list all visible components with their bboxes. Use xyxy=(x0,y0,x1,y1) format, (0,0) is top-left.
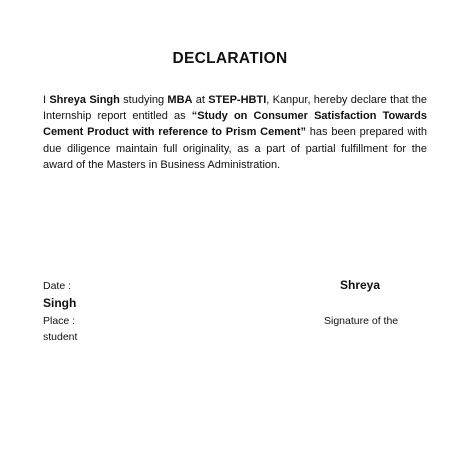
report-title: “Study on Consumer Satisfaction Towards Cement Product with reference to Prism Cement” xyxy=(43,110,427,139)
signature-label-continued: student xyxy=(43,331,78,343)
date-label: Date : xyxy=(43,280,72,292)
page-title: DECLARATION xyxy=(172,50,288,67)
paragraph-text-1: I xyxy=(43,94,50,106)
signature-label: Signature of the xyxy=(324,315,399,327)
paragraph-text-3: at xyxy=(192,94,209,106)
institute-name: STEP-HBTI xyxy=(208,94,267,106)
paragraph-text-2: studying xyxy=(119,94,168,106)
declaration-paragraph xyxy=(43,92,427,173)
paragraph-text-4: , Kanpur, hereby declare that the Internship report entitled as xyxy=(43,94,427,123)
signatory-first-name: Shreya xyxy=(340,278,381,292)
student-name: Shreya Singh xyxy=(49,94,120,106)
place-label: Place : xyxy=(43,315,76,327)
degree-name: MBA xyxy=(167,94,193,106)
signatory-last-name: Singh xyxy=(43,296,77,310)
paragraph-text-5: has been prepared with due diligence maintain full originality, as a part of partial fulfillment for the award of the Masters in Business Administration. xyxy=(43,126,428,171)
